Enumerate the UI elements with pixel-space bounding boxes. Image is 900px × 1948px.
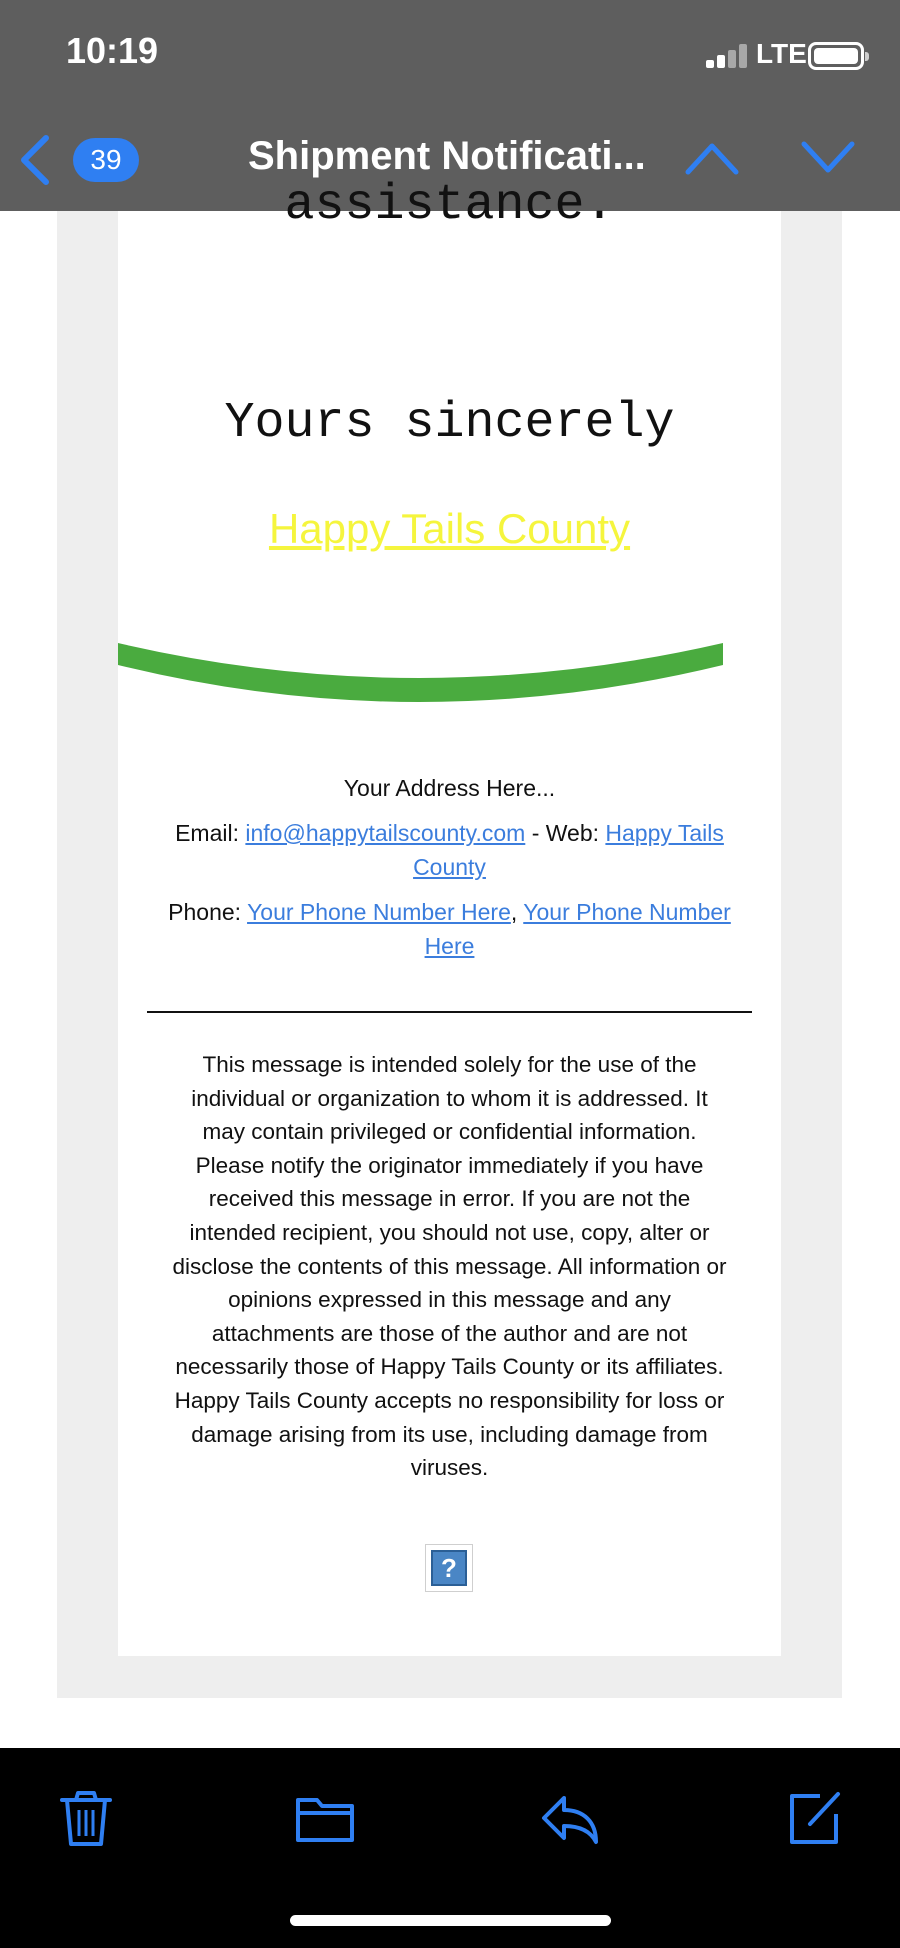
phone-separator: , — [510, 899, 518, 925]
green-swoosh-divider — [118, 643, 781, 733]
company-link[interactable]: Happy Tails County — [268, 505, 631, 552]
broken-image-icon[interactable] — [425, 1544, 473, 1592]
web-label: - Web: — [531, 820, 600, 846]
phone-link-1[interactable]: Your Phone Number Here — [247, 899, 511, 925]
folder-icon[interactable] — [295, 1788, 355, 1848]
battery-icon — [808, 42, 864, 70]
signature-divider — [147, 1011, 752, 1013]
network-label: LTE — [756, 38, 807, 69]
unread-count-badge[interactable]: 39 — [73, 138, 139, 182]
chevron-down-icon[interactable] — [800, 138, 856, 178]
signal-icon — [706, 44, 748, 68]
phone-label: Phone: — [168, 899, 242, 925]
question-mark-icon: ? — [431, 1550, 467, 1586]
phone-link-2[interactable]: Your Phone Number Here — [424, 899, 731, 959]
email-card — [118, 177, 781, 1656]
compose-icon[interactable] — [784, 1788, 844, 1848]
phone-line — [148, 895, 751, 963]
reply-icon[interactable] — [540, 1788, 600, 1848]
message-title: Shipment Notificati... — [248, 134, 646, 178]
web-link[interactable]: Happy Tails County — [413, 820, 724, 880]
address-text: Your Address Here... — [343, 775, 556, 801]
cut-off-text: assistance. — [284, 177, 615, 234]
email-label: Email: — [175, 820, 239, 846]
email-frame — [57, 177, 842, 1698]
trash-icon[interactable] — [56, 1788, 116, 1848]
back-chevron-icon[interactable] — [16, 132, 56, 188]
email-body[interactable] — [0, 177, 900, 1748]
status-time: 10:19 — [66, 30, 159, 71]
closing-text: Yours sincerely — [224, 395, 675, 452]
chevron-up-icon[interactable] — [684, 138, 740, 178]
disclaimer-text: This message is intended solely for the use of the individual or organization to whom it is addressed. It may contain privileged or confidential information. Please notify the originator immediately if you have received this message in error. If you are not the intended recipient, you should not use, copy, alter or disclose the contents of this message. All information or opinions expressed in this message and any attachments are those of the author and are not necessarily those of Happy Tails County or its affiliates. Happy Tails County accepts no responsibility for loss or damage arising from its use, including damage from viruses. — [172, 1052, 727, 1481]
home-indicator[interactable] — [290, 1915, 611, 1926]
email-link[interactable]: info@happytailscounty.com — [245, 820, 526, 846]
email-line — [148, 816, 751, 884]
